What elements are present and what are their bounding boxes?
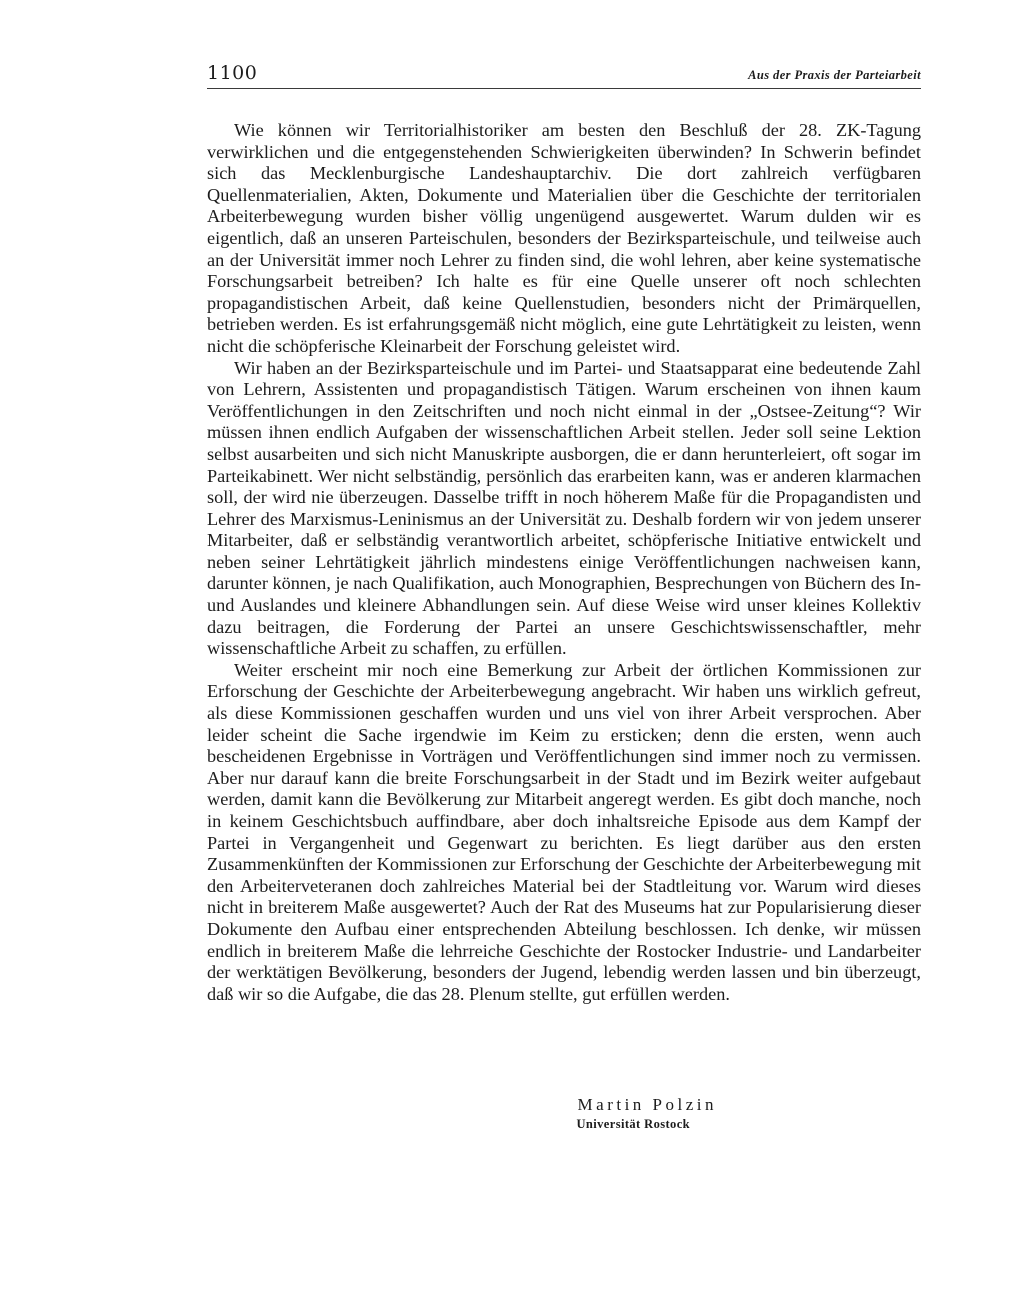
article-body [207, 120, 921, 1005]
paragraph-1: Wie können wir Territorialhistoriker am besten den Beschluß der 28. ZK-Tagung verwirklichen und die entgegenstehenden Schwierigkeiten überwinden? In Schwerin befindet sich das Mecklenburgische Landeshauptarchiv. Die dort zahlreich verfügbaren Quellenmaterialien, Akten, Dokumente und Materialien über die Geschichte der territorialen Arbeiterbewegung wurden bisher völlig ungenügend ausgewertet. Warum dulden wir es eigentlich, daß an unseren Parteischulen, besonders der Bezirksparteischule, und teilweise auch an der Universität immer noch Lehrer zu finden sind, die wohl lehren, aber keine systematische Forschungsarbeit betreiben? Ich halte es für eine Quelle unserer oft noch schlechten propagandistischen Arbeit, daß keine Quellenstudien, besonders nicht der Primärquellen, betrieben werden. Es ist erfahrungsgemäß nicht möglich, eine gute Lehrtätigkeit zu leisten, wenn nicht die schöpferische Kleinarbeit der Forschung geleistet wird. [207, 120, 921, 356]
section-title: Aus der Praxis der Parteiarbeit [748, 68, 921, 82]
page-number: 1100 [207, 62, 258, 84]
paragraph-3: Weiter erscheint mir noch eine Bemerkung zur Arbeit der örtlichen Kommissionen zur Erforschung der Geschichte der Arbeiterbewegung angebracht. Wir haben uns wirklich gefreut, als diese Kommissionen geschaffen wurden und uns viel von ihrer Arbeit versprochen. Aber leider scheint die Sache irgendwie im Keim zu ersticken; denn die ersten, wenn auch bescheidenen Ergebnisse in Vorträgen und Veröffentlichungen sind immer noch zu vermissen. Aber nur darauf kann die breite Forschungsarbeit in der Stadt und im Bezirk weiter aufgebaut werden, damit kann die Bevölkerung zur Mitarbeit angeregt werden. Es gibt doch manche, noch in keinem Geschichtsbuch auffindbare, aber doch inhaltsreiche Episode aus dem Kampf der Partei in Vergangenheit und Gegenwart zu berichten. Es liegt darüber aus den ersten Zusammenkünften der Kommissionen zur Erforschung der Geschichte der Arbeiterbewegung mit den Arbeiterveteranen doch zahlreiches Material bei der Stadtleitung vor. Warum wird dieses nicht in breiterem Maße ausgewertet? Auch der Rat des Museums hat zur Popularisierung dieser Dokumente den Aufbau einer entsprechenden Abteilung beschlossen. Ich denke, wir müssen endlich in breiterem Maße die lehrreiche Geschichte der Rostocker Industrie- und Landarbeiter der werktätigen Bevölkerung, besonders der Jugend, lebendig werden lassen und bin überzeugt, daß wir so die Aufgabe, die das 28. Plenum stellte, gut erfüllen werden. [207, 659, 921, 1004]
page [207, 62, 921, 1005]
author-name: Martin Polzin [577, 1095, 717, 1114]
paragraph-2: Wir haben an der Bezirksparteischule und im Partei- und Staatsapparat eine bedeutende Zahl von Lehrern, Assistenten und propagandistisch Tätigen. Warum erscheinen von ihnen kaum Veröffentlichungen in den Zeitschriften und noch nicht einmal in der „Ostsee-Zeitung“? Wir müssen ihnen endlich Aufgaben der wissenschaftlichen Arbeit stellen. Jeder soll seine Lektion selbst ausarbeiten und sich nicht Manuskripte ausborgen, die er dann herunterleiert, oft sogar im Parteikabinett. Wer nicht selbständig, persönlich das erarbeiten kann, was er anderen klarmachen soll, der wird nie überzeugen. Dasselbe trifft in noch höherem Maße für die Propagandisten und Lehrer des Marxismus-Leninismus an der Universität zu. Deshalb fordern wir von jedem unserer Mitarbeiter, daß er selbständig verantwortlich arbeitet, schöpferische Initiative entwickelt und neben seiner Lehrtätigkeit jährlich mindestens einige Veröffentlichungen nachweisen kann, darunter können, je nach Qualifikation, auch Monographien, Besprechungen von Büchern des In- und Auslandes und kleinere Abhandlungen sein. Auf diese Weise wird unser kleines Kollektiv dazu beitragen, die Forderung der Partei an unsere Geschichtswissenschaftler, mehr wissenschaftliche Arbeit zu schaffen, zu erfüllen. [207, 357, 921, 659]
author-affiliation: Universität Rostock [576, 1117, 690, 1131]
running-head [207, 62, 921, 89]
signature-block [540, 1094, 717, 1133]
